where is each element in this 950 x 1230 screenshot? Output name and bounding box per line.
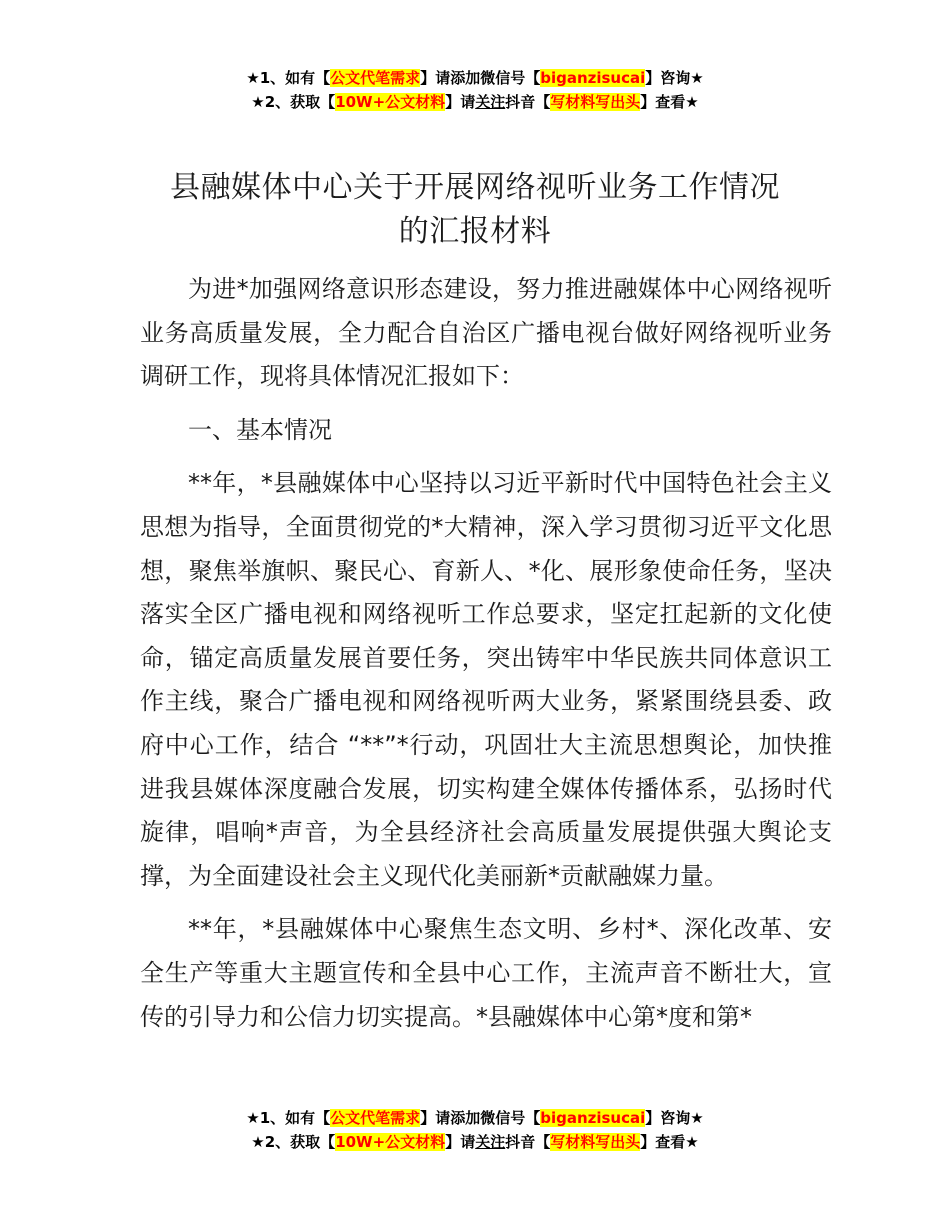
promo-highlight: 10W+公文材料 bbox=[335, 93, 446, 111]
douyin-account-highlight: 写材料写出头 bbox=[550, 1133, 641, 1151]
top-promo-banner bbox=[0, 66, 950, 114]
promo-underlined: 关注 bbox=[475, 93, 506, 111]
promo-text: 】请添加微信号【 bbox=[420, 1109, 541, 1127]
promo-line-1 bbox=[0, 66, 950, 90]
bottom-promo-banner bbox=[0, 1106, 950, 1154]
douyin-account-highlight: 写材料写出头 bbox=[550, 93, 641, 111]
wechat-id-highlight: biganzisucai bbox=[540, 69, 646, 87]
intro-paragraph: 为进*加强网络意识形态建设，努力推进融媒体中心网络视听业务高质量发展，全力配合自治区广播电视台做好网络视听业务调研工作，现将具体情况汇报如下： bbox=[140, 275, 832, 391]
promo-text: ★1、如有【 bbox=[246, 1109, 331, 1127]
promo-underlined: 关注 bbox=[475, 1133, 506, 1151]
promo-text: 】请添加微信号【 bbox=[420, 69, 541, 87]
promo-text: ★2、获取【 bbox=[251, 93, 336, 111]
promo-highlight: 公文代笔需求 bbox=[330, 69, 421, 87]
document-body bbox=[140, 268, 832, 1039]
wechat-id-highlight: biganzisucai bbox=[540, 1109, 646, 1127]
promo-text: ★2、获取【 bbox=[251, 1133, 336, 1151]
promo-text: 】请 bbox=[445, 1133, 476, 1151]
promo-text: 抖音【 bbox=[505, 93, 551, 111]
promo-line-2 bbox=[0, 1130, 950, 1154]
promo-line-1 bbox=[0, 1106, 950, 1130]
promo-text: 】查看★ bbox=[640, 93, 699, 111]
promo-text: ★1、如有【 bbox=[246, 69, 331, 87]
body-paragraph-1: **年，*县融媒体中心坚持以习近平新时代中国特色社会主义思想为指导，全面贯彻党的*大精神，深入学习贯彻习近平文化思想，聚焦举旗帜、聚民心、育新人、*化、展形象使命任务，坚决落实全区广播电视和网络视听工作总要求，坚定扛起新的文化使命，锚定高质量发展首要任务，突出铸牢中华民族共同体意识工作主线，聚合广播电视和网络视听两大业务，紧紧围绕县委、政府中心工作，结合 “**”*行动，巩固壮大主流思想舆论，加快推进我县媒体深度融合发展，切实构建全媒体传播体系，弘扬时代旋律，唱响*声音，为全县经济社会高质量发展提供强大舆论支撑，为全面建设社会主义现代化美丽新*贡献融媒力量。 bbox=[140, 469, 832, 890]
promo-highlight: 10W+公文材料 bbox=[335, 1133, 446, 1151]
title-line-2: 的汇报材料 bbox=[398, 214, 552, 249]
promo-text: 】查看★ bbox=[640, 1133, 699, 1151]
title-line-1: 县融媒体中心关于开展网络视听业务工作情况 bbox=[170, 170, 780, 205]
promo-text: 】咨询★ bbox=[645, 69, 704, 87]
document-title bbox=[0, 166, 950, 254]
section-heading: 一、基本情况 bbox=[188, 415, 332, 444]
promo-text: 】咨询★ bbox=[645, 1109, 704, 1127]
promo-text: 】请 bbox=[445, 93, 476, 111]
promo-highlight: 公文代笔需求 bbox=[330, 1109, 421, 1127]
promo-text: 抖音【 bbox=[505, 1133, 551, 1151]
promo-line-2 bbox=[0, 90, 950, 114]
body-paragraph-2: **年，*县融媒体中心聚焦生态文明、乡村*、深化改革、安全生产等重大主题宣传和全县中心工作，主流声音不断壮大，宣传的引导力和公信力切实提高。*县融媒体中心第*度和第* bbox=[140, 915, 832, 1031]
